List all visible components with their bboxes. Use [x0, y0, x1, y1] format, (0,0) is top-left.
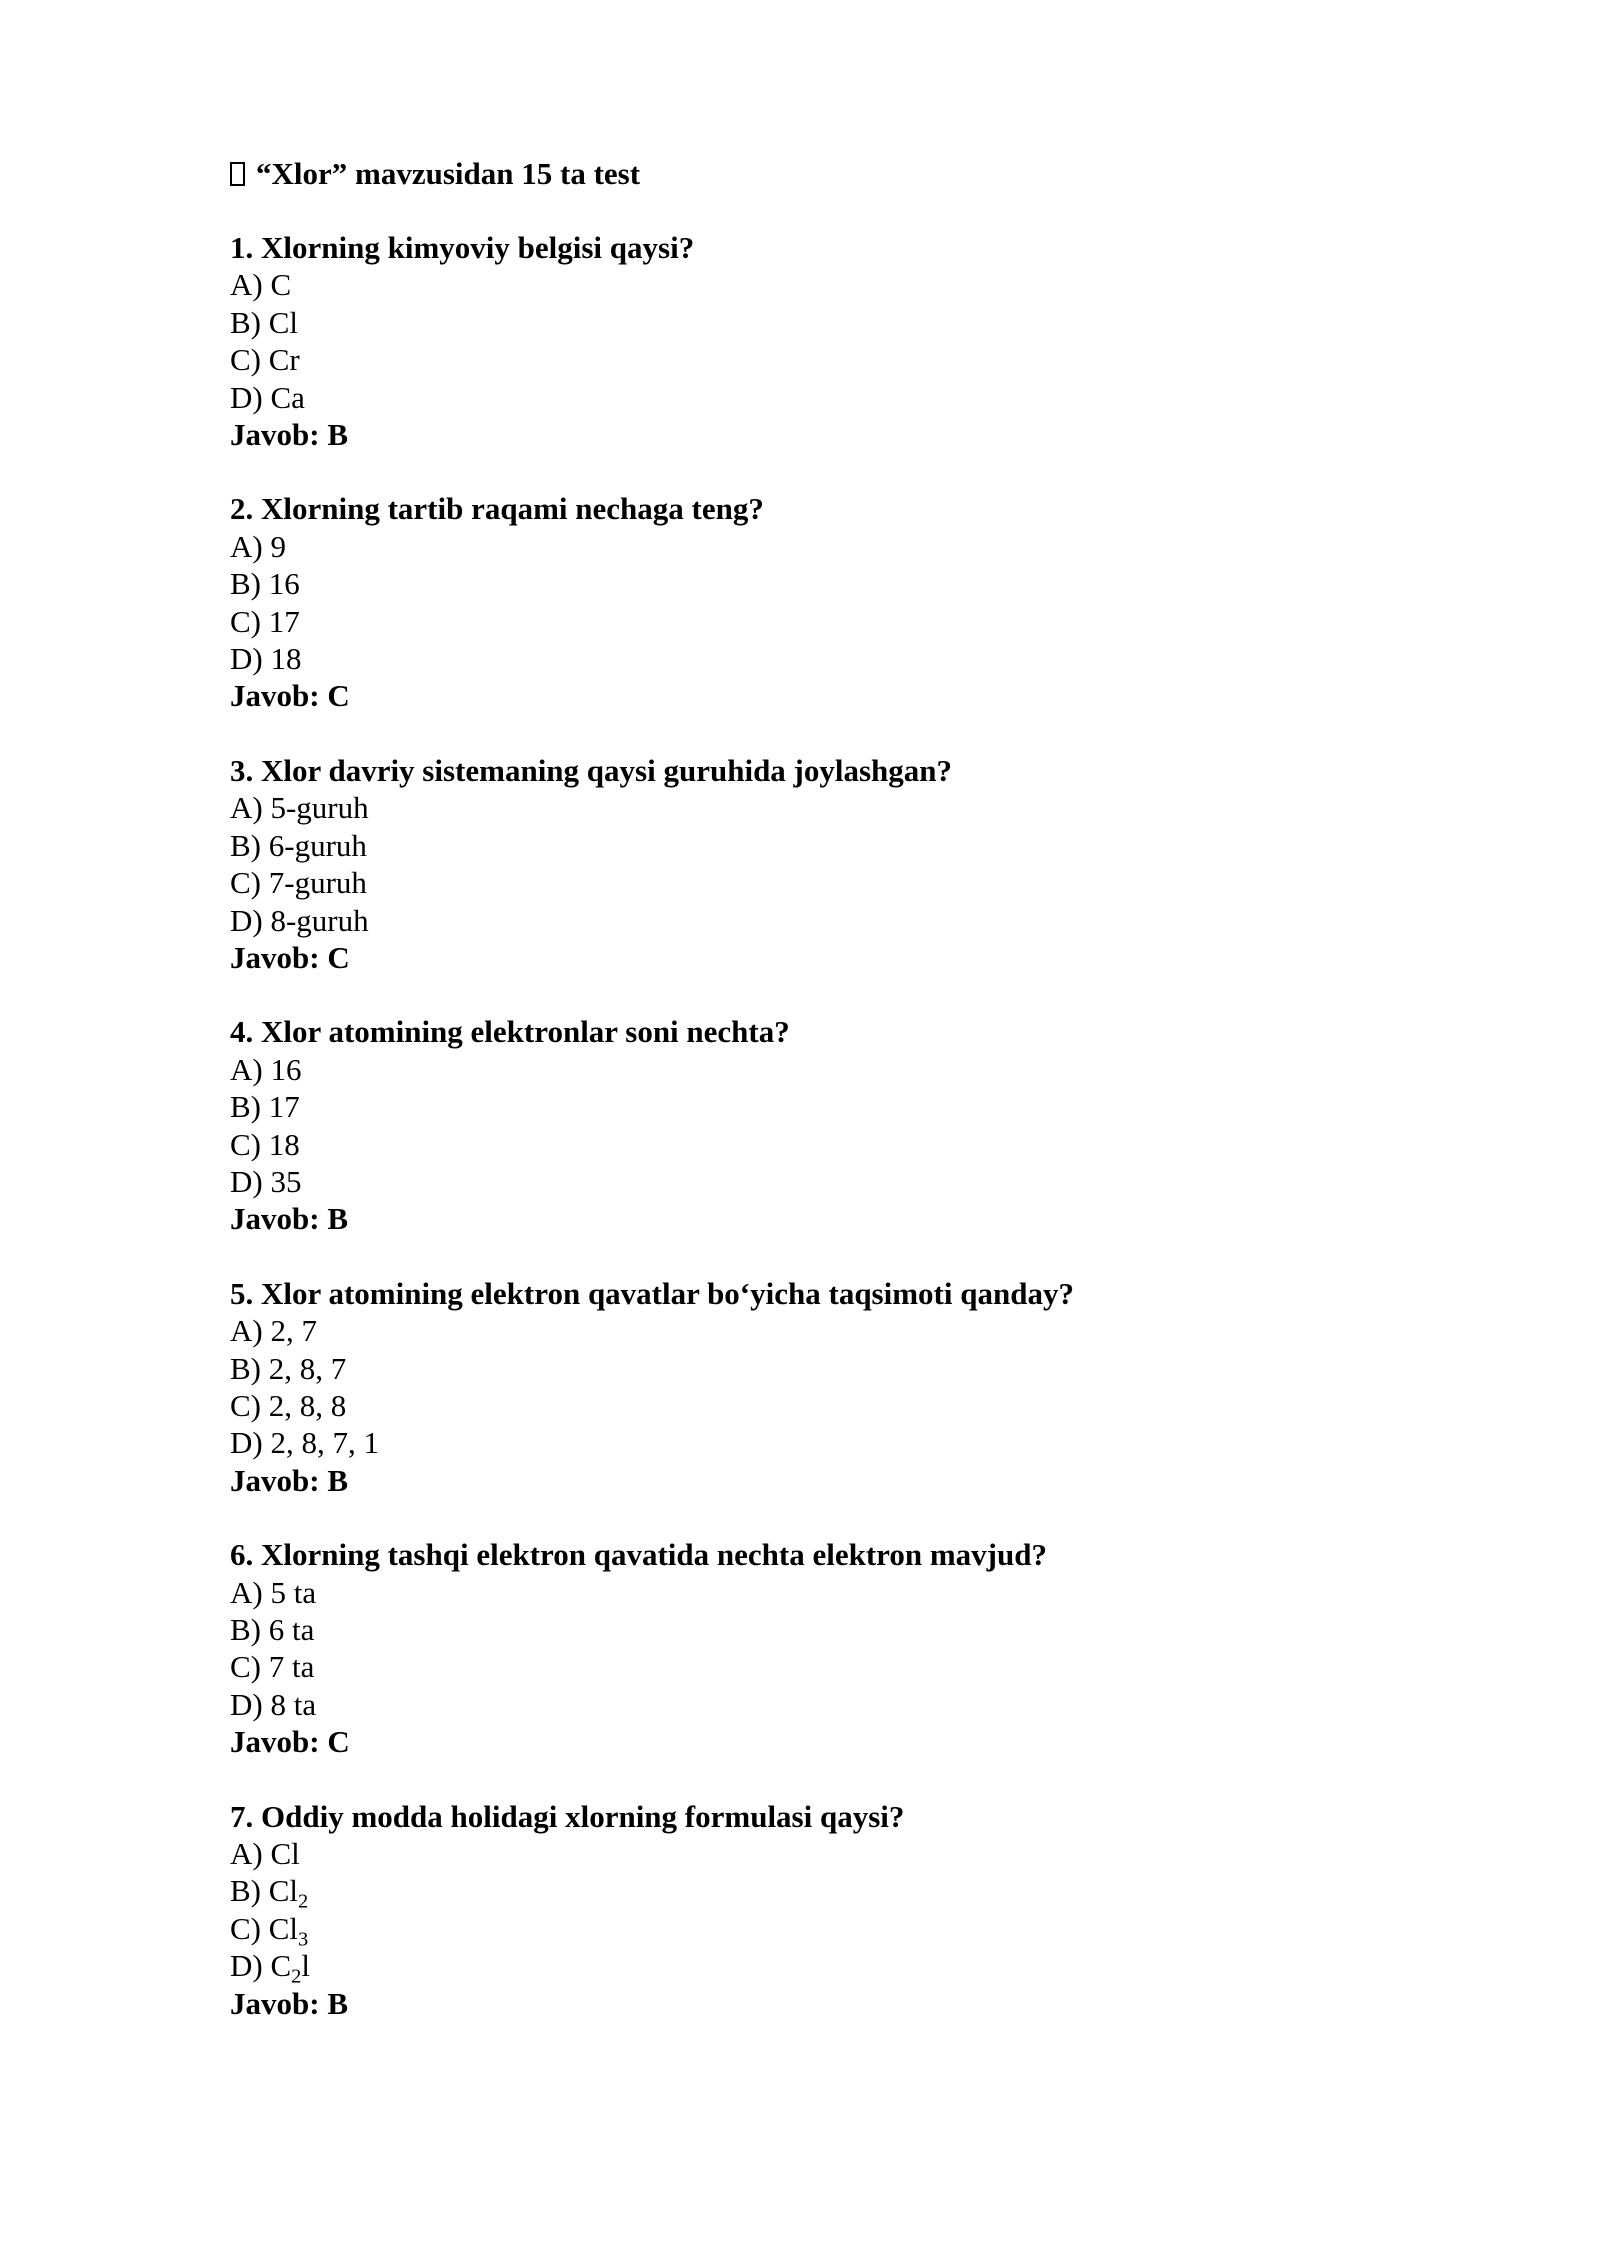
question-block — [230, 1536, 1430, 1760]
option-label: C) Cr — [230, 342, 300, 378]
answer-key — [230, 1462, 1430, 1499]
question-block — [230, 1275, 1430, 1499]
answer-option — [230, 902, 1430, 939]
option-label: D) 8 ta — [230, 1686, 317, 1722]
question-block — [230, 1013, 1430, 1237]
answer-prefix: Javob: — [230, 1985, 320, 2021]
answer-value: B — [327, 1985, 349, 2021]
option-label: D) 8-guruh — [230, 902, 369, 938]
option-tail: l — [301, 1948, 310, 1984]
answer-option — [230, 1126, 1430, 1163]
question-block — [230, 752, 1430, 976]
option-label: B) 6-guruh — [230, 827, 367, 863]
answer-option — [230, 1163, 1430, 1200]
answer-prefix: Javob: — [230, 417, 320, 453]
answer-option — [230, 1387, 1430, 1424]
option-label: B) 17 — [230, 1089, 300, 1125]
answer-option — [230, 1947, 1430, 1988]
question-text: 7. Oddiy modda holidagi xlorning formulasi qaysi? — [230, 1798, 905, 1834]
document-title — [230, 155, 1430, 192]
answer-option — [230, 341, 1430, 378]
answer-option — [230, 1910, 1430, 1951]
answer-option — [230, 1350, 1430, 1387]
answer-key — [230, 416, 1430, 453]
option-label: A) 5-guruh — [230, 790, 369, 826]
answer-key — [230, 1723, 1430, 1760]
document-page — [230, 155, 1430, 2059]
answer-option — [230, 603, 1430, 640]
answer-prefix: Javob: — [230, 1201, 320, 1237]
option-label: C) 2, 8, 8 — [230, 1387, 347, 1423]
answer-option — [230, 1312, 1430, 1349]
question-list — [230, 229, 1430, 2022]
option-label: D) 18 — [230, 641, 302, 677]
option-subscript: 3 — [298, 1928, 309, 1951]
option-label: A) 2, 7 — [230, 1313, 317, 1349]
answer-option — [230, 1611, 1430, 1648]
answer-option — [230, 1574, 1430, 1611]
answer-prefix: Javob: — [230, 678, 320, 714]
option-label: B) 16 — [230, 566, 300, 602]
answer-option — [230, 1051, 1430, 1088]
question-block — [230, 1798, 1430, 2022]
option-label: D) C — [230, 1948, 292, 1984]
answer-key — [230, 1200, 1430, 1237]
option-label: A) C — [230, 267, 292, 303]
answer-value: C — [327, 939, 350, 975]
answer-value: C — [327, 678, 350, 714]
option-label: B) 2, 8, 7 — [230, 1350, 347, 1386]
option-label: B) 6 ta — [230, 1612, 315, 1647]
option-label: B) Cl — [230, 1873, 299, 1909]
answer-option — [230, 528, 1430, 565]
answer-option — [230, 1872, 1430, 1913]
box-icon — [230, 162, 245, 186]
answer-value: C — [327, 1724, 350, 1760]
answer-option — [230, 1424, 1430, 1461]
question-text: 2. Xlorning tartib raqami nechaga teng? — [230, 491, 764, 527]
answer-prefix: Javob: — [230, 1462, 320, 1498]
answer-option — [230, 379, 1430, 416]
option-label: A) 9 — [230, 528, 286, 564]
option-label: C) 7-guruh — [230, 865, 367, 901]
option-label: D) 2, 8, 7, 1 — [230, 1425, 379, 1461]
answer-option — [230, 640, 1430, 677]
question-text: 6. Xlorning tashqi elektron qavatida nechta elektron mavjud? — [230, 1537, 1047, 1573]
answer-value: B — [327, 417, 349, 453]
question-text: 1. Xlorning kimyoviy belgisi qaysi? — [230, 230, 695, 265]
option-label: A) 5 ta — [230, 1574, 317, 1610]
option-subscript: 2 — [291, 1965, 302, 1988]
option-label: A) Cl — [230, 1836, 300, 1872]
answer-option — [230, 1648, 1430, 1685]
answer-option — [230, 1686, 1430, 1723]
question-text: 3. Xlor davriy sistemaning qaysi guruhida joylashgan? — [230, 752, 953, 788]
answer-value: B — [327, 1201, 349, 1237]
answer-key — [230, 677, 1430, 714]
option-label: C) 7 ta — [230, 1649, 315, 1685]
question-text: 4. Xlor atomining elektronlar soni nechta? — [230, 1014, 790, 1050]
answer-option — [230, 864, 1430, 901]
option-label: C) 18 — [230, 1126, 300, 1162]
answer-option — [230, 827, 1430, 864]
option-label: B) Cl — [230, 304, 299, 340]
answer-option — [230, 1835, 1430, 1872]
question-block — [230, 229, 1430, 453]
option-subscript: 2 — [298, 1890, 309, 1913]
answer-prefix: Javob: — [230, 939, 320, 975]
question-text: 5. Xlor atomining elektron qavatlar bo‘yicha taqsimoti qanday? — [230, 1275, 1074, 1311]
answer-option — [230, 789, 1430, 826]
option-label: A) 16 — [230, 1051, 302, 1087]
answer-key — [230, 1985, 1430, 2022]
option-label: C) 17 — [230, 603, 300, 639]
option-label: C) Cl — [230, 1910, 299, 1946]
answer-option — [230, 304, 1430, 341]
answer-option — [230, 266, 1430, 303]
option-label: D) Ca — [230, 379, 305, 415]
answer-value: B — [327, 1462, 349, 1498]
question-block — [230, 490, 1430, 714]
option-label: D) 35 — [230, 1163, 302, 1199]
answer-option — [230, 565, 1430, 602]
answer-prefix: Javob: — [230, 1724, 320, 1760]
answer-option — [230, 1088, 1430, 1125]
answer-key — [230, 939, 1430, 976]
document-title-text: “Xlor” mavzusidan 15 ta test — [256, 156, 641, 191]
